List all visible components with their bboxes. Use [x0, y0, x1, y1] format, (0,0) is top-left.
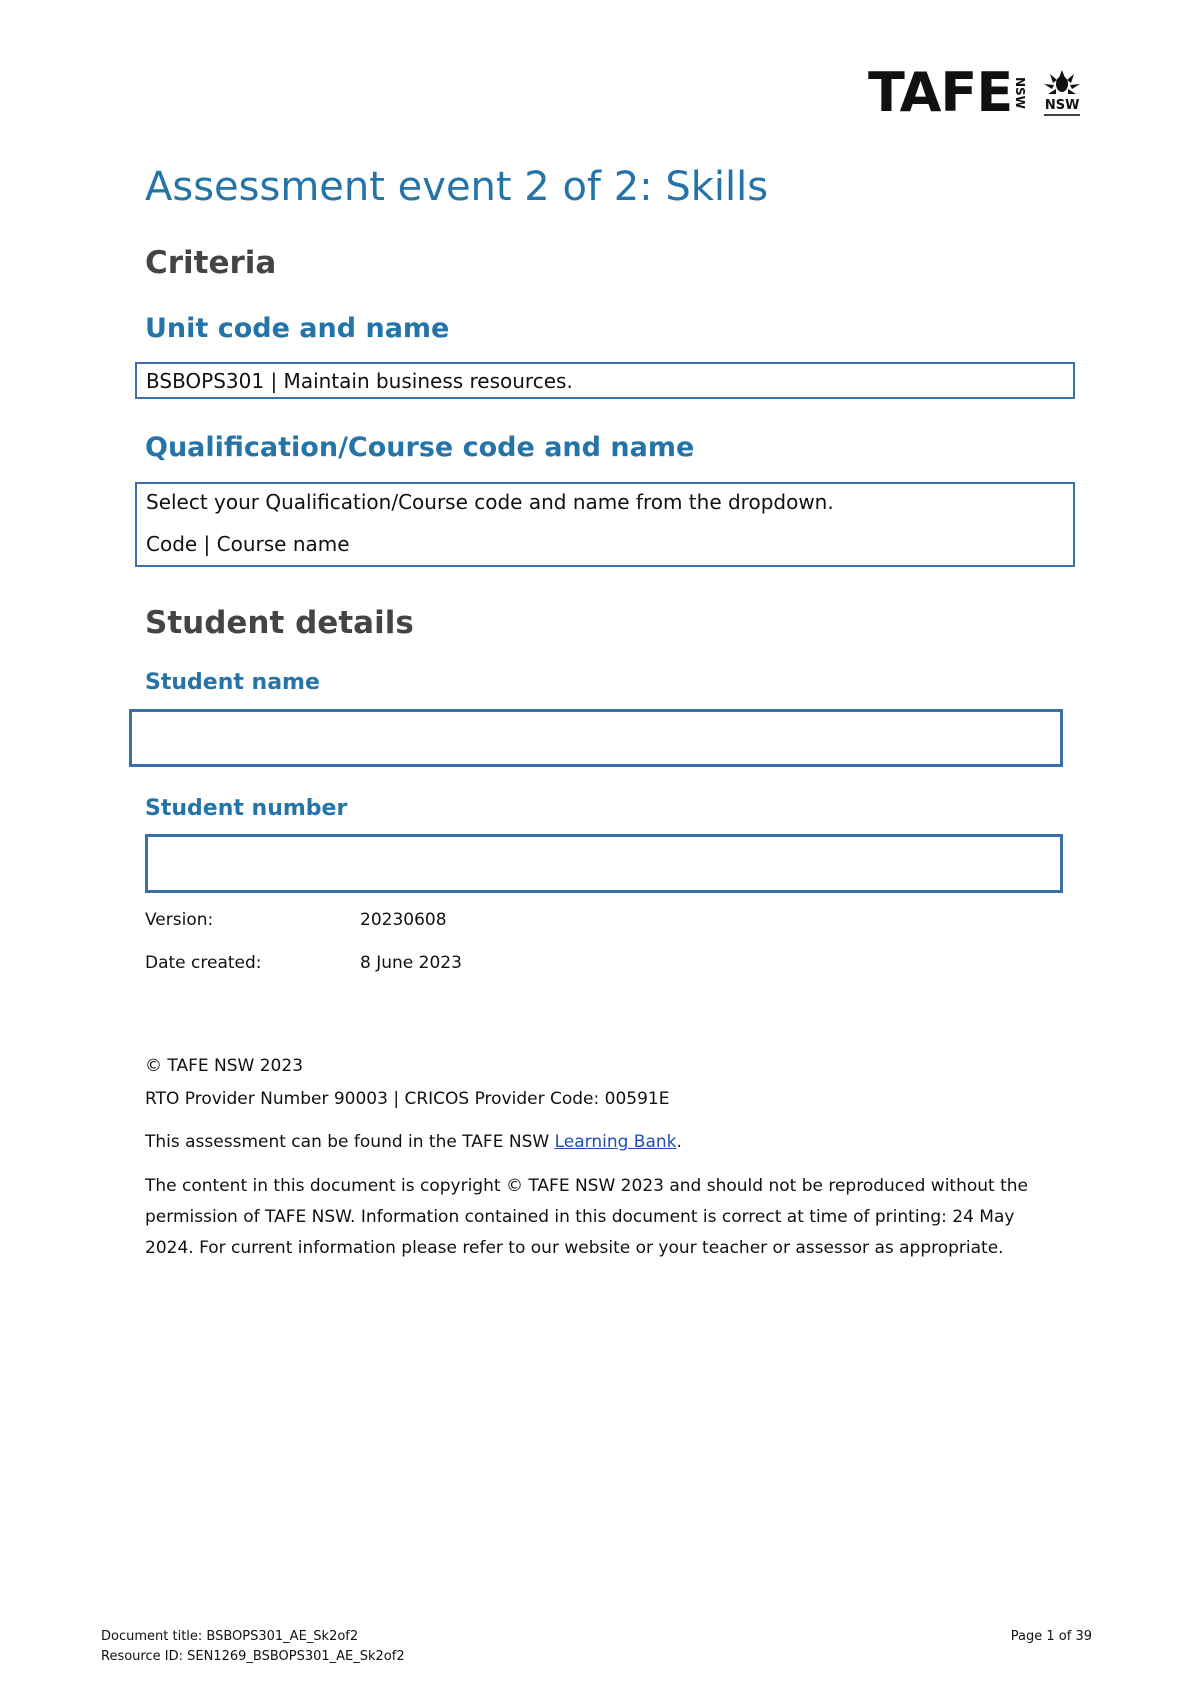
nsw-government-logo [1040, 70, 1084, 116]
copyright-paragraph: The content in this document is copyright © TAFE NSW 2023 and should not be reproduced without the permission of TAFE NSW. Information contained in this document is correct at time of printing: 24 May 2024. For current information please refer to our website or your teacher or assessor as appropriate. [145, 1176, 1029, 1258]
footer-resource-id: Resource ID: SEN1269_BSBOPS301_AE_Sk2of2 [101, 1649, 405, 1664]
qualification-instruction: Select your Qualification/Course code and name from the dropdown. [146, 490, 834, 514]
student-details-heading: Student details [145, 605, 414, 641]
version-label: Version: [145, 910, 214, 930]
footer-document-info [101, 1627, 405, 1667]
unit-value: BSBOPS301 | Maintain business resources. [146, 369, 573, 393]
copyright-line: © TAFE NSW 2023 [145, 1056, 304, 1076]
qualification-value[interactable]: Code | Course name [146, 532, 350, 556]
tafe-nsw-logo [868, 61, 1084, 124]
footer-document-title: Document title: BSBOPS301_AE_Sk2of2 [101, 1629, 359, 1644]
rto-provider-line: RTO Provider Number 90003 | CRICOS Provider Code: 00591E [145, 1089, 670, 1109]
learning-bank-prefix: This assessment can be found in the TAFE NSW [145, 1132, 555, 1152]
qualification-box[interactable] [135, 482, 1075, 567]
unit-heading: Unit code and name [145, 313, 450, 344]
waratah-icon [1042, 70, 1082, 98]
footer-page-number: Page 1 of 39 [1010, 1629, 1092, 1644]
qualification-heading: Qualification/Course code and name [145, 432, 695, 463]
criteria-heading: Criteria [145, 245, 277, 281]
version-value: 20230608 [360, 910, 447, 930]
learning-bank-line [145, 1127, 682, 1158]
tafe-nsw-vertical-text: NSW [1013, 77, 1028, 109]
date-created-value: 8 June 2023 [360, 953, 462, 973]
page-title: Assessment event 2 of 2: Skills [145, 164, 769, 210]
learning-bank-link[interactable]: Learning Bank [554, 1132, 677, 1152]
student-number-field[interactable] [145, 834, 1063, 893]
student-name-field[interactable] [129, 709, 1063, 767]
student-name-label: Student name [145, 670, 320, 695]
government-subtext-line [1044, 114, 1080, 116]
unit-box [135, 362, 1075, 399]
nsw-government-text: NSW [1044, 98, 1080, 113]
tafe-wordmark: TAFE [868, 61, 1013, 124]
student-number-label: Student number [145, 796, 348, 821]
date-created-label: Date created: [145, 953, 262, 973]
learning-bank-suffix: . [676, 1132, 682, 1152]
